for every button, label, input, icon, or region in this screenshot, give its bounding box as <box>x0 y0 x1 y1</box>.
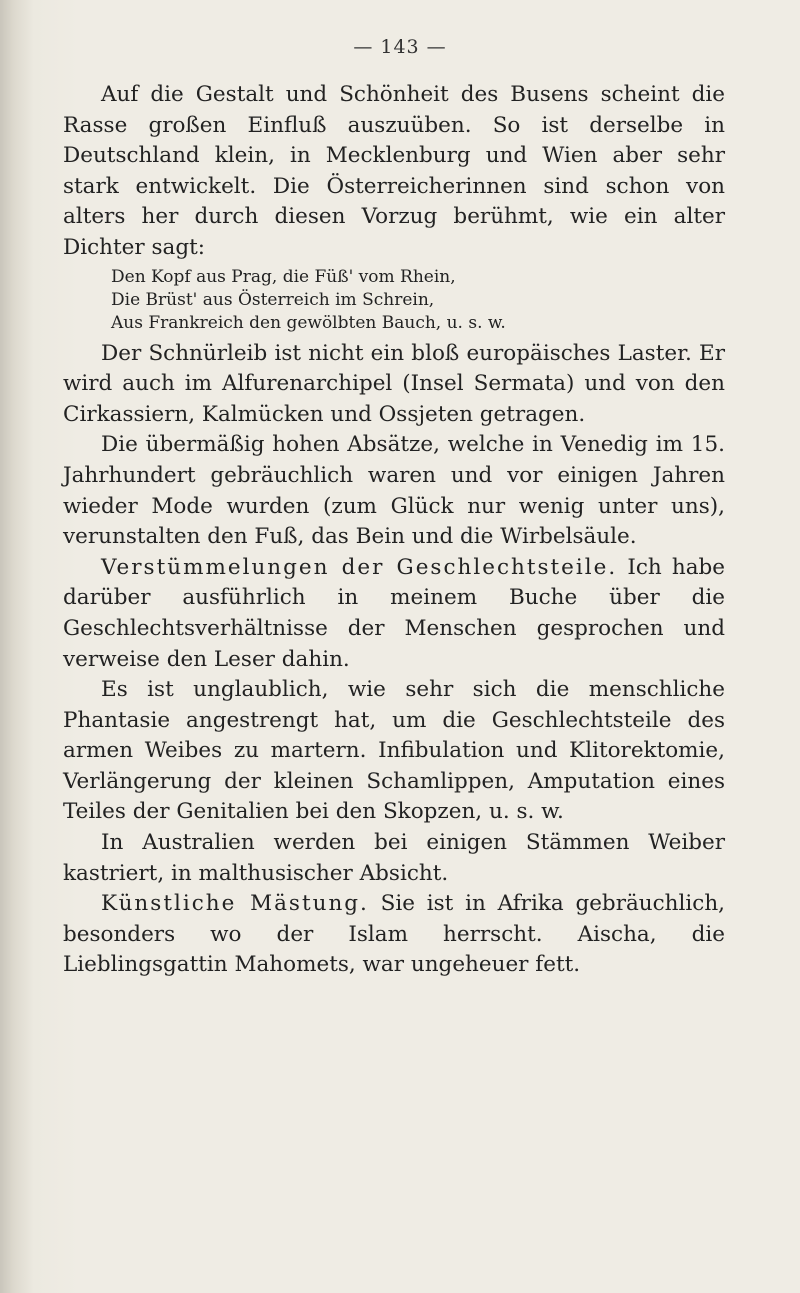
page-number: — 143 — <box>353 36 447 58</box>
poem-line: Aus Frankreich den gewölbten Bauch, u. s. w. <box>111 312 506 333</box>
poem-line: Die Brüst' aus Österreich im Schrein, <box>111 289 435 310</box>
paragraph-verstuemmelungen <box>63 553 725 675</box>
section-heading: Künstliche Mästung. <box>101 891 369 917</box>
paragraph-text: Ich habe darüber ausführlich in meinem Buche über die Geschlechtsverhältnisse der Menschen gesprochen und verweise den Leser dahin. <box>63 554 725 672</box>
poem-quote <box>111 266 725 335</box>
paragraph-phantasie: Es ist unglaublich, wie sehr sich die menschliche Phantasie angestrengt hat, um die Geschlechtsteile des armen Weibes zu martern. Infibulation und Klitorektomie, Verlängerung der kleinen Schamlippen, Amputation eines Teiles der Genitalien bei den Skopzen, u. s. w. <box>63 677 725 825</box>
paragraph-schnuerleib: Der Schnürleib ist nicht ein bloß europäisches Laster. Er wird auch im Alfurenarchipel (Insel Sermata) und von den Cirkassiern, Kalmücken und Ossjeten getragen. <box>63 340 725 427</box>
section-heading: Verstümmelungen der Geschlechtsteile. <box>101 554 618 580</box>
paragraph-text: Sie ist in Afrika gebräuchlich, besonders wo der Islam herrscht. Aischa, die Lieblingsgattin Mahomets, war ungeheuer fett. <box>63 891 725 978</box>
poem-line: Den Kopf aus Prag, die Füß' vom Rhein, <box>111 266 456 287</box>
paragraph-absaetze: Die übermäßig hohen Absätze, welche in Venedig im 15. Jahrhundert gebräuchlich waren und vor einigen Jahren wieder Mode wurden (zum Glück nur wenig unter uns), verunstalten den Fuß, das Bein und die Wirbelsäule. <box>63 432 725 550</box>
paragraph-busen: Auf die Gestalt und Schönheit des Busens scheint die Rasse großen Einfluß auszuüben. So ist derselbe in Deutschland klein, in Mecklenburg und Wien aber sehr stark entwickelt. Die Österreicherinnen sind schon von alters her durch diesen Vorzug berühmt, wie ein alter Dichter sagt: <box>63 82 725 260</box>
paragraph-maestung <box>63 889 725 981</box>
body-text <box>63 80 725 981</box>
paragraph-australien: In Australien werden bei einigen Stämmen Weiber kastriert, in malthusischer Absicht. <box>63 830 725 886</box>
